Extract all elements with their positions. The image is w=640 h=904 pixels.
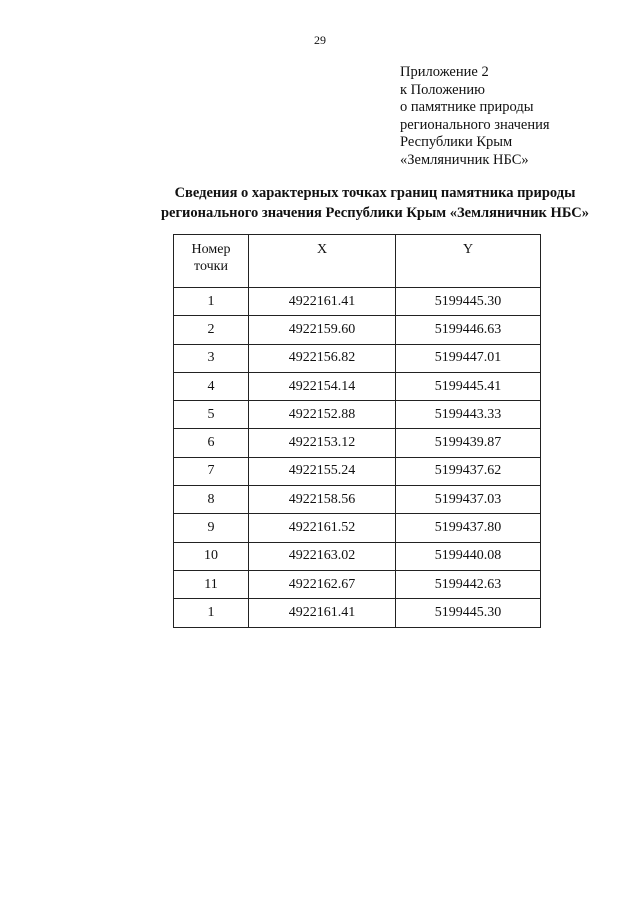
cell-x: 4922158.56	[249, 486, 396, 514]
table-row	[174, 457, 541, 485]
cell-y: 5199445.41	[396, 372, 541, 400]
coordinates-table	[173, 234, 541, 628]
header-x: X	[249, 235, 396, 288]
heading-line-1: Сведения о характерных точках границ памятника природы	[174, 185, 576, 201]
appendix-line: к Положению	[400, 81, 485, 98]
document-heading	[0, 183, 640, 223]
appendix-block	[400, 64, 620, 169]
cell-y: 5199437.62	[396, 457, 541, 485]
cell-y: 5199439.87	[396, 429, 541, 457]
table-row	[174, 401, 541, 429]
cell-x: 4922155.24	[249, 457, 396, 485]
cell-y: 5199445.30	[396, 288, 541, 316]
cell-point-number: 7	[174, 457, 249, 485]
table-row	[174, 372, 541, 400]
cell-point-number: 6	[174, 429, 249, 457]
cell-point-number: 4	[174, 372, 249, 400]
cell-point-number: 10	[174, 542, 249, 570]
table-row	[174, 344, 541, 372]
heading-line-2: регионального значения Республики Крым «Земляничник НБС»	[160, 205, 590, 221]
cell-x: 4922161.41	[249, 288, 396, 316]
cell-x: 4922152.88	[249, 401, 396, 429]
header-number-line1: Номер	[191, 242, 231, 257]
cell-y: 5199443.33	[396, 401, 541, 429]
page-number: 29	[314, 33, 326, 47]
cell-y: 5199446.63	[396, 316, 541, 344]
table-row	[174, 542, 541, 570]
cell-y: 5199447.01	[396, 344, 541, 372]
cell-point-number: 9	[174, 514, 249, 542]
appendix-line: Республики Крым	[400, 134, 513, 150]
cell-x: 4922153.12	[249, 429, 396, 457]
table-row	[174, 514, 541, 542]
table-row	[174, 288, 541, 316]
cell-point-number: 5	[174, 401, 249, 429]
cell-x: 4922159.60	[249, 316, 396, 344]
cell-y: 5199440.08	[396, 542, 541, 570]
cell-point-number: 3	[174, 344, 249, 372]
cell-point-number: 1	[174, 288, 249, 316]
cell-x: 4922163.02	[249, 542, 396, 570]
cell-y: 5199445.30	[396, 599, 541, 627]
appendix-line: «Земляничник НБС»	[400, 151, 529, 168]
cell-x: 4922161.52	[249, 514, 396, 542]
table-row	[174, 570, 541, 598]
header-number-line2: точки	[194, 259, 228, 274]
table-row	[174, 429, 541, 457]
cell-x: 4922161.41	[249, 599, 396, 627]
cell-y: 5199437.03	[396, 486, 541, 514]
cell-y: 5199442.63	[396, 570, 541, 598]
table-row	[174, 486, 541, 514]
appendix-line: Приложение 2	[400, 64, 489, 80]
cell-point-number: 2	[174, 316, 249, 344]
cell-point-number: 11	[174, 570, 249, 598]
appendix-line: регионального значения	[400, 116, 550, 133]
cell-point-number: 1	[174, 599, 249, 627]
table-row	[174, 316, 541, 344]
header-point-number	[174, 235, 249, 288]
cell-point-number: 8	[174, 486, 249, 514]
cell-x: 4922162.67	[249, 570, 396, 598]
appendix-line: о памятнике природы	[400, 99, 534, 115]
cell-x: 4922156.82	[249, 344, 396, 372]
table-header-row	[174, 235, 541, 288]
table-row	[174, 599, 541, 627]
header-y: Y	[396, 235, 541, 288]
cell-y: 5199437.80	[396, 514, 541, 542]
cell-x: 4922154.14	[249, 372, 396, 400]
